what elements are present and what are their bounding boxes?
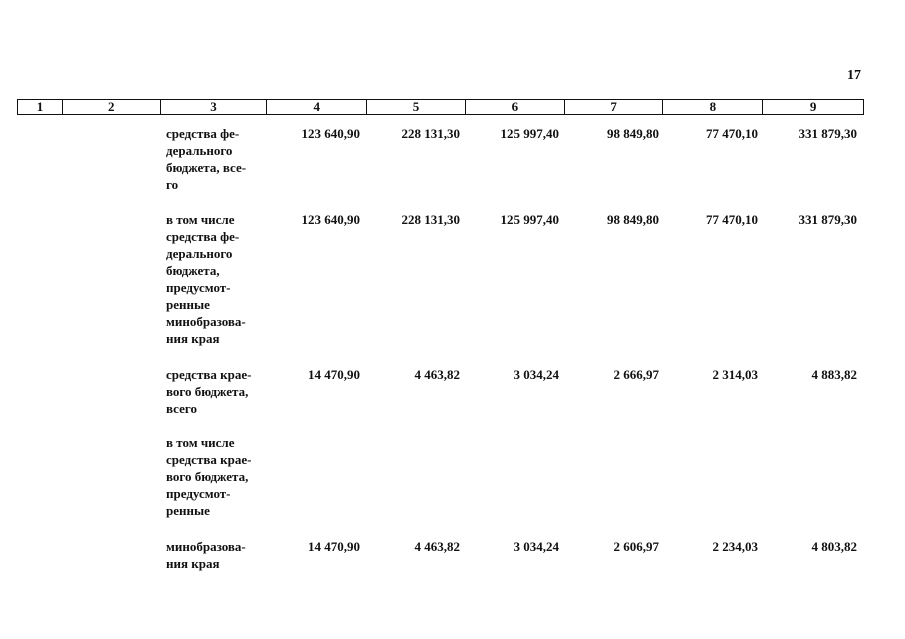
header-cell-3: 3 [161, 100, 268, 114]
row-label-line: всего [166, 401, 197, 416]
value-cell-col8: 2 314,03 [712, 367, 758, 382]
value-cell-col6: 125 997,40 [500, 126, 559, 141]
value-cell-col4: 123 640,90 [301, 126, 360, 141]
value-cell-col9: 331 879,30 [798, 126, 857, 141]
header-cell-1: 1 [18, 100, 63, 114]
value-cell-col7: 98 849,80 [607, 126, 659, 141]
value-cell-col9: 331 879,30 [798, 212, 857, 227]
row-label-line: минобразова- [166, 314, 246, 329]
value-cell-col9: 4 883,82 [811, 367, 857, 382]
row-label-line: ренные [166, 503, 210, 518]
row-label-line: средства крае- [166, 452, 252, 467]
header-cell-9: 9 [809, 99, 817, 114]
row-label-line: средства крае- [166, 367, 252, 382]
row-label [166, 125, 262, 193]
row-label-line: бюджета, [166, 263, 220, 278]
row-label-line: в том числе [166, 435, 235, 450]
value-cell-col8: 77 470,10 [706, 126, 758, 141]
value-cell-col4: 14 470,90 [308, 367, 360, 382]
value-cell-col6: 3 034,24 [513, 539, 559, 554]
row-label [166, 211, 262, 347]
value-cell-col5: 228 131,30 [401, 212, 460, 227]
value-cell-col7: 98 849,80 [607, 212, 659, 227]
row-label-line: ренные [166, 297, 210, 312]
value-cell-col7: 2 666,97 [613, 367, 659, 382]
row-label-line: в том числе [166, 212, 235, 227]
header-cell-7: 7 [565, 100, 664, 114]
row-label-line: предусмот- [166, 486, 231, 501]
header-cell-6: 6 [466, 100, 565, 114]
value-cell-col6: 125 997,40 [500, 212, 559, 227]
value-cell-col4: 14 470,90 [308, 539, 360, 554]
row-label-line: дерального [166, 246, 233, 261]
row-label [166, 538, 262, 572]
row-label-line: бюджета, все- [166, 160, 247, 175]
page-number: 17 [847, 68, 861, 83]
row-label-line: минобразова- [166, 539, 246, 554]
value-cell-col5: 228 131,30 [401, 126, 460, 141]
value-cell-col7: 2 606,97 [613, 539, 659, 554]
header-cell-2: 2 [63, 100, 161, 114]
value-cell-col6: 3 034,24 [513, 367, 559, 382]
header-cell-4: 4 [267, 100, 367, 114]
header-cell-5: 5 [367, 100, 466, 114]
value-cell-col4: 123 640,90 [301, 212, 360, 227]
value-cell-col9: 4 803,82 [811, 539, 857, 554]
value-cell-col8: 2 234,03 [712, 539, 758, 554]
row-label-line: предусмот- [166, 280, 231, 295]
row-label-line: средства фе- [166, 229, 240, 244]
value-cell-col5: 4 463,82 [414, 539, 460, 554]
row-label-line: ния края [166, 331, 220, 346]
row-label-line: го [166, 177, 179, 192]
row-label [166, 366, 262, 417]
value-cell-col8: 77 470,10 [706, 212, 758, 227]
row-label-line: вого бюджета, [166, 469, 249, 484]
row-label [166, 434, 262, 519]
row-label-line: средства фе- [166, 126, 240, 141]
row-label-line: вого бюджета, [166, 384, 249, 399]
header-cell-8: 8 [663, 100, 763, 114]
row-label-line: ния края [166, 556, 220, 571]
row-label-line: дерального [166, 143, 233, 158]
value-cell-col5: 4 463,82 [414, 367, 460, 382]
table-header-row [17, 99, 864, 115]
